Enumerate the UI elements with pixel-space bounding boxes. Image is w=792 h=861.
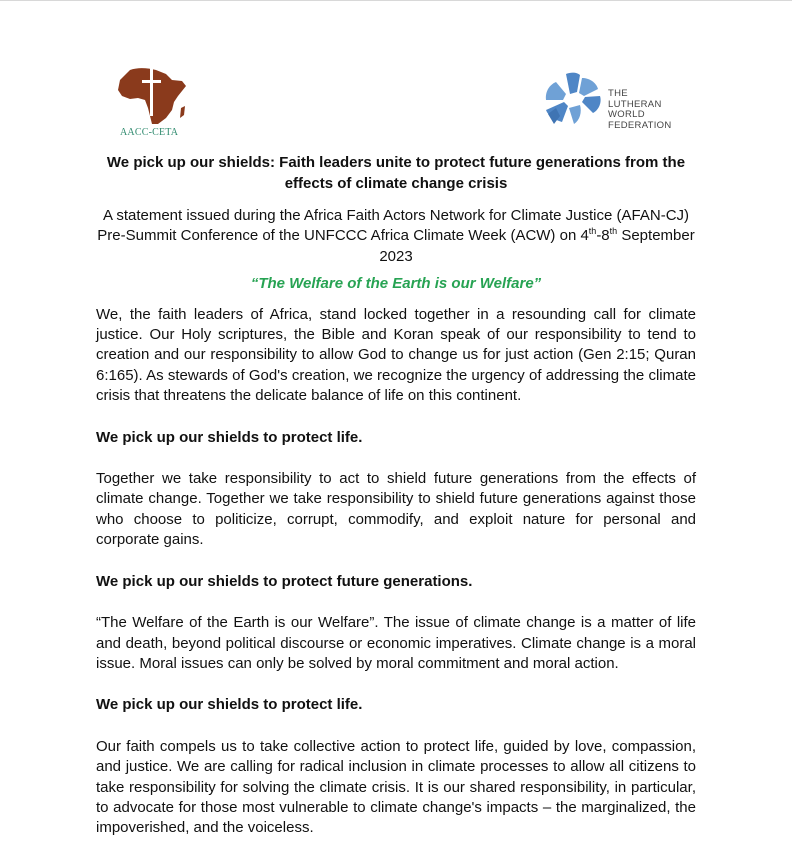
intro-sup-1: th (588, 226, 597, 237)
lwf-line-the: THE (608, 88, 628, 99)
lwf-line-lutheran: LUTHERAN (608, 98, 662, 110)
document-title: We pick up our shields: Faith leaders unite to protect future generations from the effects of climate change crisis (106, 154, 686, 192)
aacc-ceta-logo (108, 66, 194, 142)
lwf-line-world: WORLD (608, 109, 645, 121)
lwf-logo (544, 72, 684, 132)
intro-text-before: A statement issued during the Africa Faith Actors Network for Climate Justice (AFAN-CJ) Pre-Summit Conference of the UNFCCC Africa Climate Week (ACW) on 4 (97, 207, 690, 245)
statement-document (96, 153, 696, 860)
lwf-cross-icon (544, 72, 604, 128)
intro-sup-2: th (609, 226, 618, 237)
page-top-border (0, 0, 792, 1)
section-heading-3: We pick up our shields to protect life. (96, 696, 363, 714)
motto-quote: “The Welfare of the Earth is our Welfare” (250, 275, 542, 293)
lwf-line-federation: FEDERATION (608, 119, 672, 131)
paragraph-1: We, the faith leaders of Africa, stand locked together in a resounding call for climate justice. Our Holy scriptures, the Bible and Koran speak of our responsibility to tend to creation and our responsibility to allow God to change us for just action (Gen 2:15; Quran 6:165). As stewards of God's creation, we recognize the urgency of addressing the climate crisis that threatens the delicate balance of life on this continent. (96, 305, 696, 405)
section-heading-2: We pick up our shields to protect future generations. (96, 572, 473, 590)
africa-cross-icon (108, 66, 194, 128)
section-heading-1: We pick up our shields to protect life. (96, 428, 363, 446)
intro-statement (96, 206, 696, 267)
paragraph-3: “The Welfare of the Earth is our Welfare”. The issue of climate change is a matter of life and death, beyond political discourse or economic imperatives. Climate change is a moral issue. Moral issues can only be solved by moral commitment and moral action. (96, 614, 696, 672)
intro-text-after: September 2023 (379, 227, 695, 265)
intro-text-mid: -8 (596, 227, 610, 245)
paragraph-4: Our faith compels us to take collective action to protect life, guided by love, compassion, and justice. We are calling for radical inclusion in climate processes to allow all citizens to take responsibility for solving the climate crisis. It is our shared responsibility, in particular, to advocate for those most vulnerable to climate change's impacts – the marginalized, the impoverished, and the voiceless. (96, 737, 696, 837)
paragraph-2: Together we take responsibility to act to shield future generations from the effects of climate change. Together we take responsibility to shield future generations against those who choose to politicize, corrupt, commodify, and exploit nature for personal and corporate gains. (96, 470, 696, 549)
aacc-ceta-caption: AACC-CETA (120, 127, 179, 138)
lwf-wordmark (608, 89, 672, 131)
